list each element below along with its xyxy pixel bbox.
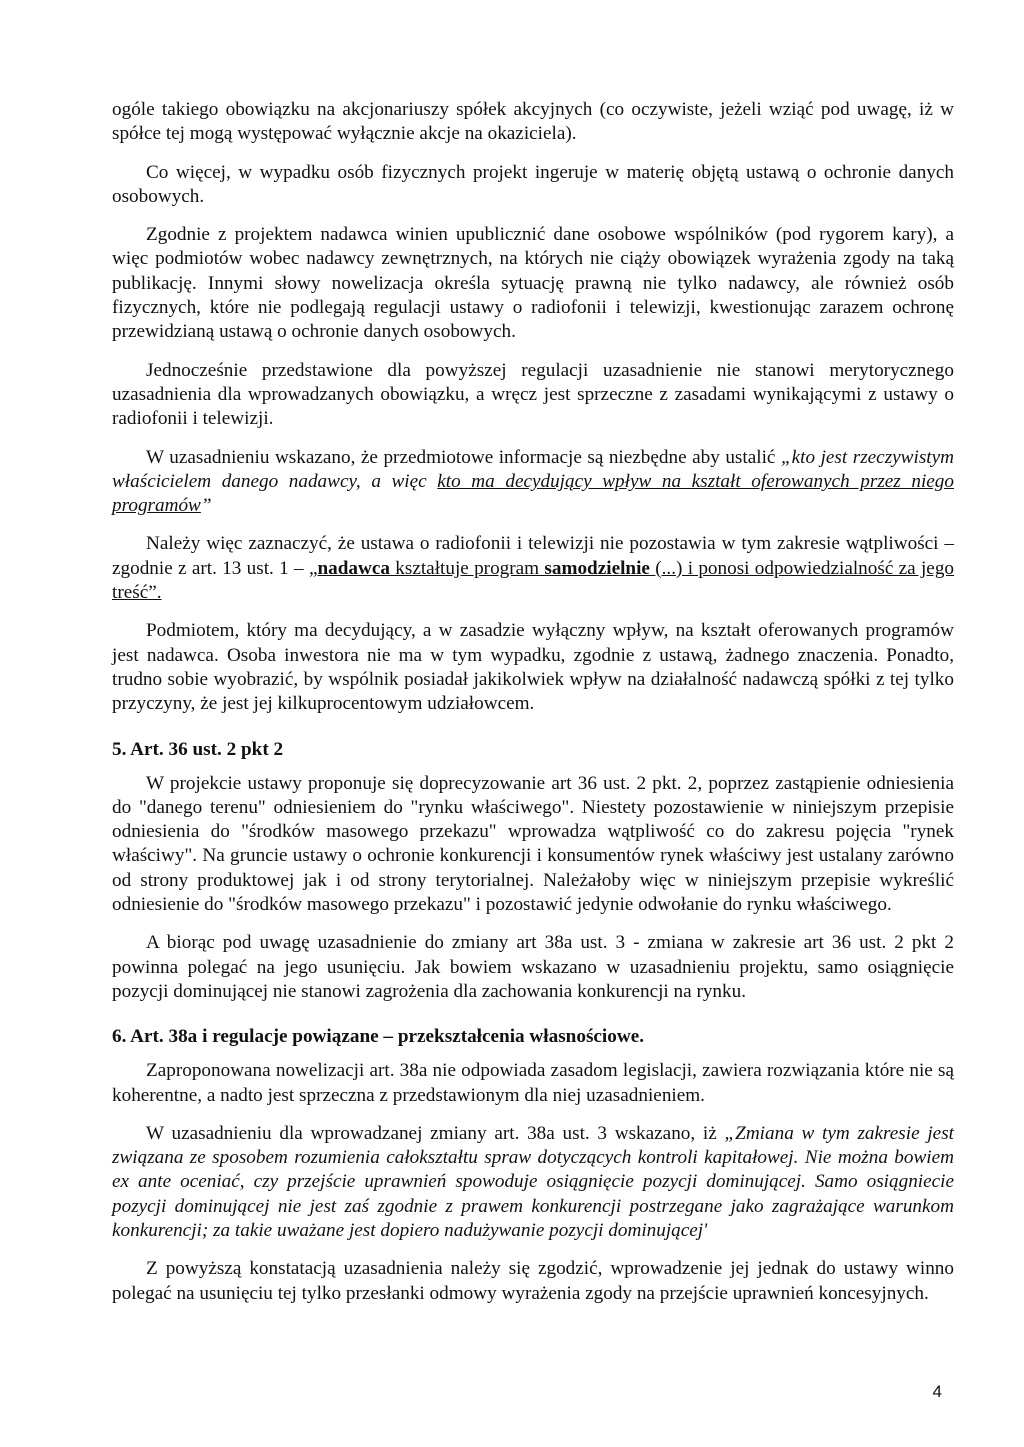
- quote-italic: „kto jest rzeczywistym właścicielem danego nadawcy, a więc: [112, 446, 954, 492]
- paragraph-conclusion: Z powyższą konstatacją uzasadnienia należy się zgodzić, wprowadzenie jej jednak do ustawy winno polegać na usunięciu tej tylko przesłanki odmowy wyrażenia zgody na przejście uprawnień koncesyjnych.: [112, 1258, 954, 1304]
- quote-close: ”: [200, 495, 212, 517]
- quote-end: (...) i ponosi odpowiedzialność za jego treść”.: [112, 557, 955, 604]
- paragraph-art36: W projekcie ustawy proponuje się doprecyzowanie art 36 ust. 2 pkt. 2, poprzez zastąpienie odniesienia do "danego terenu" odniesieniem do "rynku właściwego". Niestety pozostawienie w niniejszym przepisie odniesienia do "środków masowego przekazu" wprowadza wątpliwość co do zakresu pojęcia "rynek właściwy". Na gruncie ustawy o ochronie konkurencji i konsumentów rynek właściwy jest ustalany zarówno od strony produktowej jak i od strony terytorialnej. Należałoby więc w niniejszym przepisie wykreślić odniesienie do "środków masowego przekazu" i pozostawić jedynie odwołanie do rynku właściwego.: [112, 772, 954, 916]
- paragraph-publication: Zgodnie z projektem nadawca winien upublicznić dane osobowe wspólników (pod rygorem kary), a więc podmiotów wobec nadawcy zewnętrznych, na których nie ciąży obowiązek wyrażenia zgody na taką publikację. Innymi słowy nowelizacja określa sytuację prawną nie tylko nadawcy, ale również osób fizycznych, które nie podlegają regulacji ustawy o radiofonii i telewizji, kwestionując zarazem ochronę przewidzianą ustawą o ochronie danych osobowych.: [112, 224, 954, 343]
- paragraph-art36-removal: A biorąc pod uwagę uzasadnienie do zmiany art 38a ust. 3 - zmiana w zakresie art 36 ust. 2 pkt 2 powinna polegać na jego usunięciu. Jak bowiem wskazano w uzasadnieniu projektu, samo osiągnięcie pozycji dominującej nie stanowi zagrożenia dla zachowania konkurencji na rynku.: [112, 932, 954, 1002]
- paragraph-art38a: Zaproponowana nowelizacji art. 38a nie odpowiada zasadom legislacji, zawiera rozwiązania które nie są koherentne, a nadto jest sprzeczna z przedstawionym dla niej uzasadnieniem.: [112, 1060, 954, 1106]
- bold-term-nadawca: nadawca: [317, 557, 390, 579]
- paragraph-personal-data: Co więcej, w wypadku osób fizycznych projekt ingeruje w materię objętą ustawą o ochronie danych osobowych.: [112, 161, 954, 207]
- text: Należy więc zaznaczyć, że ustawa o radiofonii i telewizji nie pozostawia w tym zakresie wątpliwości – zgodnie z art. 13 ust. 1 –: [112, 533, 954, 579]
- quote-open: „: [308, 557, 318, 579]
- section-heading-5: 5. Art. 36 ust. 2 pkt 2: [112, 738, 284, 760]
- quote-underlined: kto ma decydujący wpływ na kształt oferowanych przez niego programów: [112, 470, 954, 517]
- bold-term-samodzielnie: samodzielnie: [544, 557, 650, 579]
- paragraph-continuation: ogóle takiego obowiązku na akcjonariuszy spółek akcyjnych (co oczywiste, jeżeli wziąć pod uwagę, iż w spółce tej mogą występować wyłącznie akcje na okaziciela).: [112, 99, 954, 145]
- paragraph-art38a-quote: [112, 1122, 954, 1243]
- paragraph-art13: [112, 532, 954, 605]
- quote-italic: „Zmiana w tym zakresie jest związana ze sposobem rozumienia całokształtu spraw dotyczących kontroli kapitałowej. Nie można bowiem ex ante oceniać, czy przejście uprawnień spowoduje osiągnięcie pozycji dominującej. Samo osiągniecie pozycji dominującej nie jest zaś zgodnie z prawem konkurencji postrzegane jako zagrażające warunkom konkurencji; za takie uważane jest dopiero nadużywanie pozycji dominującej': [112, 1122, 954, 1241]
- text: W uzasadnieniu dla wprowadzanej zmiany art. 38a ust. 3 wskazano, iż: [146, 1122, 725, 1144]
- section-heading-6: 6. Art. 38a i regulacje powiązane – przekształcenia własnościowe.: [112, 1026, 645, 1048]
- paragraph-owner-quote: [112, 446, 954, 519]
- paragraph-justification: Jednocześnie przedstawione dla powyższej regulacji uzasadnienie nie stanowi merytorycznego uzasadnienia dla wprowadzanych obowiązku, a wręcz jest sprzeczne z zasadami wynikającymi z ustawy o radiofonii i telewizji.: [112, 359, 954, 430]
- paragraph-broadcaster: Podmiotem, który ma decydujący, a w zasadzie wyłączny wpływ, na kształt oferowanych programów jest nadawca. Osoba inwestora nie ma w tym wypadku, zgodnie z ustawą, żadnego znaczenia. Ponadto, trudno sobie wyobrazić, by wspólnik posiadał jakikolwiek wpływ na działalność nadawczą spółki z tej tylko przyczyny, że jest jej kilkuprocentowym udziałowcem.: [112, 620, 954, 715]
- page-number: 4: [932, 1382, 942, 1401]
- quote-mid: kształtuje program: [389, 557, 545, 579]
- text: W uzasadnieniu wskazano, że przedmiotowe informacje są niezbędne aby ustalić: [146, 446, 781, 468]
